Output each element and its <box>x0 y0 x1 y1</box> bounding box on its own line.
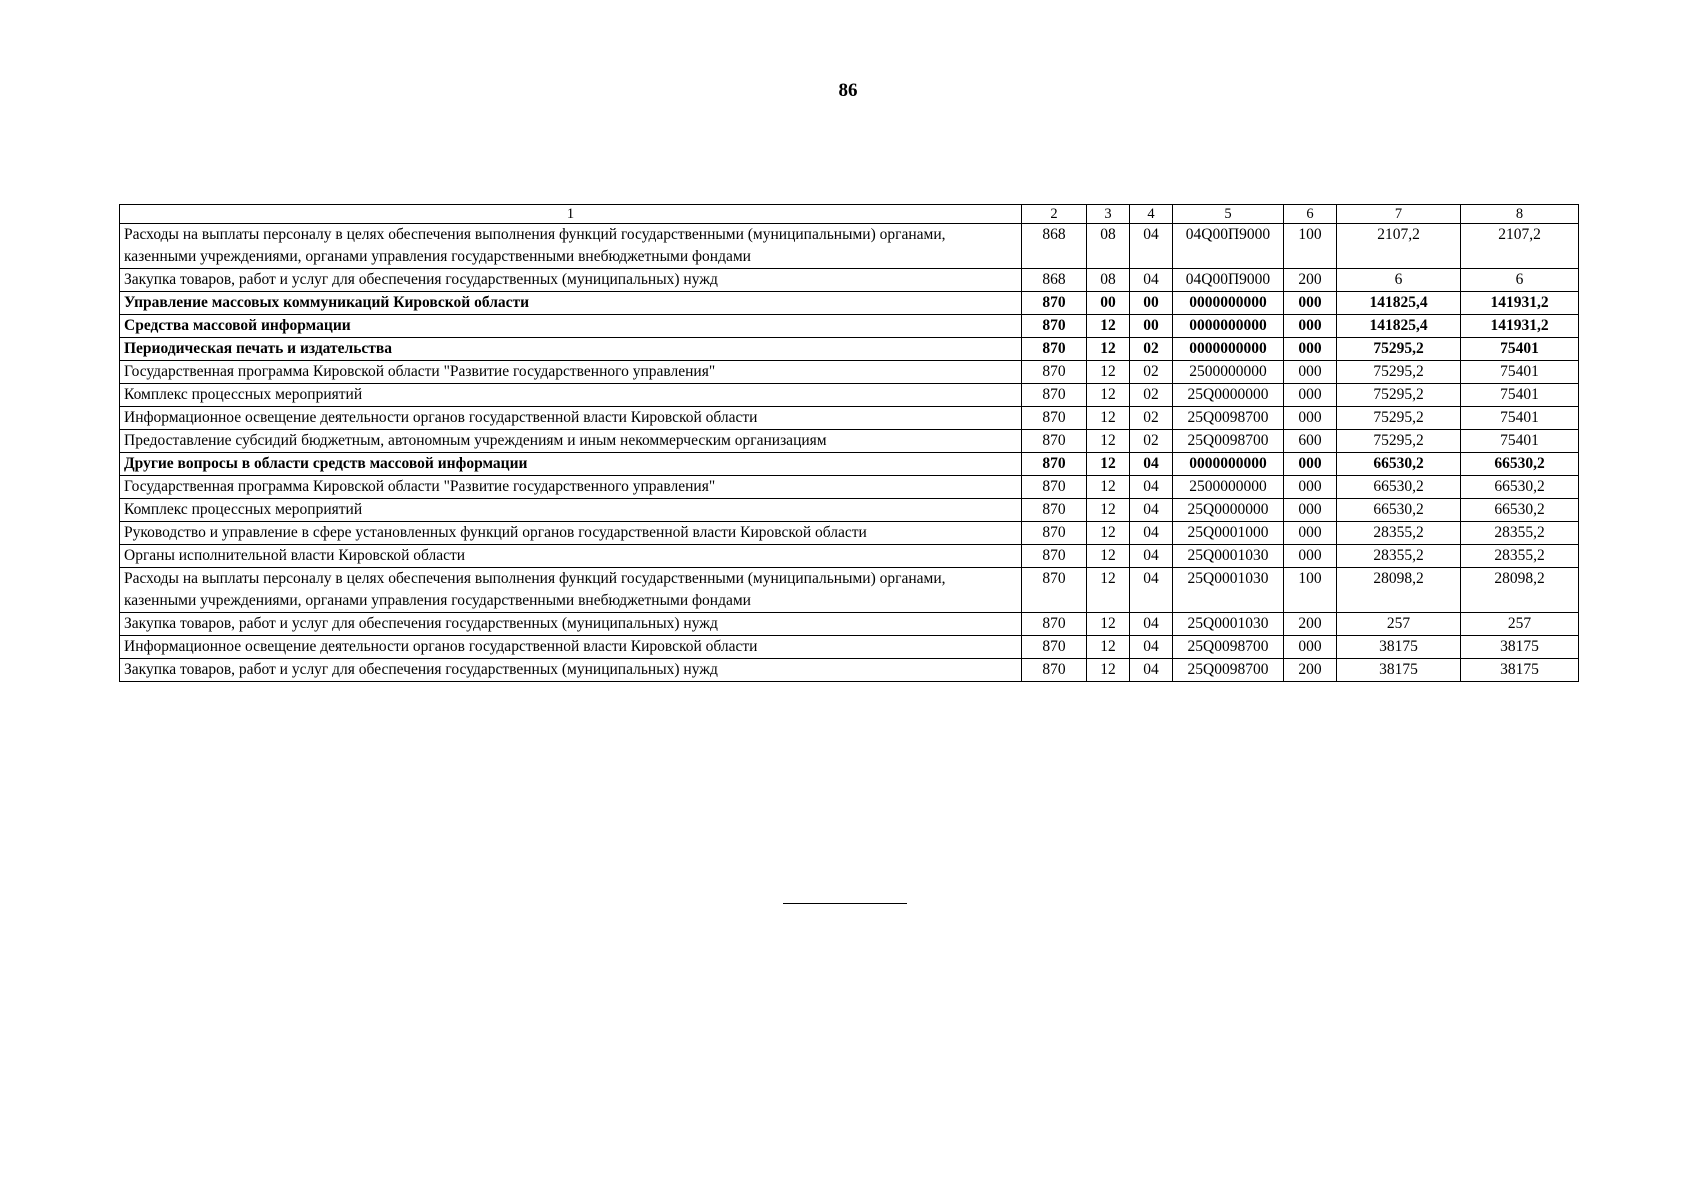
table-row <box>120 499 1579 522</box>
row-code-5: 25Q0098700 <box>1173 636 1284 659</box>
row-code-6: 600 <box>1284 430 1337 453</box>
row-value-8: 75401 <box>1461 407 1579 430</box>
header-col-5: 5 <box>1173 205 1284 224</box>
row-name: Комплекс процессных мероприятий <box>120 499 1022 522</box>
table-row <box>120 522 1579 545</box>
row-code-5: 0000000000 <box>1173 453 1284 476</box>
row-code-3: 12 <box>1087 568 1130 613</box>
row-code-2: 868 <box>1022 224 1087 269</box>
row-code-2: 870 <box>1022 636 1087 659</box>
row-code-4: 04 <box>1130 522 1173 545</box>
row-value-8: 38175 <box>1461 636 1579 659</box>
row-code-2: 870 <box>1022 568 1087 613</box>
row-code-6: 200 <box>1284 613 1337 636</box>
row-code-5: 25Q0001000 <box>1173 522 1284 545</box>
row-code-5: 25Q0000000 <box>1173 499 1284 522</box>
row-code-4: 04 <box>1130 613 1173 636</box>
row-code-5: 0000000000 <box>1173 292 1284 315</box>
row-code-3: 12 <box>1087 338 1130 361</box>
row-name: Органы исполнительной власти Кировской области <box>120 545 1022 568</box>
row-code-3: 12 <box>1087 522 1130 545</box>
row-code-3: 12 <box>1087 545 1130 568</box>
row-value-7: 75295,2 <box>1337 384 1461 407</box>
row-code-3: 12 <box>1087 476 1130 499</box>
header-col-3: 3 <box>1087 205 1130 224</box>
row-code-2: 870 <box>1022 476 1087 499</box>
row-code-3: 12 <box>1087 430 1130 453</box>
table-row <box>120 384 1579 407</box>
row-code-6: 000 <box>1284 315 1337 338</box>
row-code-2: 870 <box>1022 407 1087 430</box>
row-code-4: 02 <box>1130 338 1173 361</box>
row-code-6: 000 <box>1284 476 1337 499</box>
row-name: Информационное освещение деятельности органов государственной власти Кировской области <box>120 407 1022 430</box>
row-code-5: 25Q0098700 <box>1173 430 1284 453</box>
row-code-3: 00 <box>1087 292 1130 315</box>
row-code-5: 25Q0098700 <box>1173 407 1284 430</box>
header-row <box>120 205 1579 224</box>
table-row <box>120 407 1579 430</box>
row-code-6: 000 <box>1284 361 1337 384</box>
header-col-6: 6 <box>1284 205 1337 224</box>
row-code-2: 870 <box>1022 659 1087 682</box>
row-code-2: 870 <box>1022 338 1087 361</box>
table-row <box>120 338 1579 361</box>
row-code-3: 12 <box>1087 453 1130 476</box>
row-value-8: 141931,2 <box>1461 315 1579 338</box>
row-code-6: 100 <box>1284 568 1337 613</box>
row-value-8: 75401 <box>1461 430 1579 453</box>
row-code-6: 200 <box>1284 659 1337 682</box>
row-name: Средства массовой информации <box>120 315 1022 338</box>
row-value-8: 75401 <box>1461 384 1579 407</box>
row-name: Закупка товаров, работ и услуг для обеспечения государственных (муниципальных) нужд <box>120 613 1022 636</box>
row-value-7: 28355,2 <box>1337 522 1461 545</box>
row-code-4: 04 <box>1130 568 1173 613</box>
table-row <box>120 636 1579 659</box>
row-value-7: 75295,2 <box>1337 430 1461 453</box>
row-code-5: 0000000000 <box>1173 315 1284 338</box>
row-code-5: 25Q0098700 <box>1173 659 1284 682</box>
row-value-7: 66530,2 <box>1337 499 1461 522</box>
row-code-4: 04 <box>1130 224 1173 269</box>
row-code-4: 04 <box>1130 636 1173 659</box>
row-code-4: 04 <box>1130 453 1173 476</box>
row-code-6: 000 <box>1284 636 1337 659</box>
table-row <box>120 545 1579 568</box>
row-value-7: 66530,2 <box>1337 453 1461 476</box>
row-name: Закупка товаров, работ и услуг для обеспечения государственных (муниципальных) нужд <box>120 659 1022 682</box>
row-code-3: 12 <box>1087 315 1130 338</box>
row-code-5: 04Q00П9000 <box>1173 224 1284 269</box>
row-code-3: 08 <box>1087 269 1130 292</box>
row-code-6: 000 <box>1284 384 1337 407</box>
row-code-5: 25Q0001030 <box>1173 613 1284 636</box>
row-code-6: 000 <box>1284 453 1337 476</box>
table-body <box>120 224 1579 682</box>
row-value-7: 141825,4 <box>1337 315 1461 338</box>
header-col-2: 2 <box>1022 205 1087 224</box>
row-code-2: 870 <box>1022 430 1087 453</box>
row-name: Закупка товаров, работ и услуг для обеспечения государственных (муниципальных) нужд <box>120 269 1022 292</box>
row-code-2: 870 <box>1022 453 1087 476</box>
row-value-8: 28355,2 <box>1461 545 1579 568</box>
row-name: Расходы на выплаты персоналу в целях обеспечения выполнения функций государственными (муниципальными) органами, казенными учреждениями, органами управления государственными внебюджетными фондами <box>120 224 1022 269</box>
header-col-1: 1 <box>120 205 1022 224</box>
row-value-7: 75295,2 <box>1337 361 1461 384</box>
row-code-2: 870 <box>1022 315 1087 338</box>
row-value-8: 141931,2 <box>1461 292 1579 315</box>
table-row <box>120 315 1579 338</box>
table-row <box>120 476 1579 499</box>
row-code-3: 12 <box>1087 613 1130 636</box>
row-code-6: 000 <box>1284 338 1337 361</box>
row-code-6: 000 <box>1284 545 1337 568</box>
row-code-4: 04 <box>1130 476 1173 499</box>
row-value-7: 38175 <box>1337 659 1461 682</box>
row-name: Другие вопросы в области средств массовой информации <box>120 453 1022 476</box>
row-value-7: 6 <box>1337 269 1461 292</box>
row-code-5: 25Q0001030 <box>1173 568 1284 613</box>
table-row <box>120 292 1579 315</box>
row-name: Периодическая печать и издательства <box>120 338 1022 361</box>
table-row <box>120 453 1579 476</box>
row-value-7: 2107,2 <box>1337 224 1461 269</box>
row-code-6: 000 <box>1284 499 1337 522</box>
table-row <box>120 361 1579 384</box>
row-code-2: 870 <box>1022 613 1087 636</box>
row-code-4: 02 <box>1130 361 1173 384</box>
row-code-5: 25Q0000000 <box>1173 384 1284 407</box>
row-code-3: 12 <box>1087 384 1130 407</box>
budget-table <box>119 204 1579 682</box>
row-value-7: 141825,4 <box>1337 292 1461 315</box>
row-name: Государственная программа Кировской области "Развитие государственного управления" <box>120 361 1022 384</box>
row-value-7: 75295,2 <box>1337 407 1461 430</box>
row-code-3: 12 <box>1087 636 1130 659</box>
row-name: Информационное освещение деятельности органов государственной власти Кировской области <box>120 636 1022 659</box>
row-value-8: 38175 <box>1461 659 1579 682</box>
row-code-4: 04 <box>1130 659 1173 682</box>
row-name: Расходы на выплаты персоналу в целях обеспечения выполнения функций государственными (муниципальными) органами, казенными учреждениями, органами управления государственными внебюджетными фондами <box>120 568 1022 613</box>
row-code-5: 04Q00П9000 <box>1173 269 1284 292</box>
row-code-4: 04 <box>1130 499 1173 522</box>
row-code-2: 868 <box>1022 269 1087 292</box>
row-code-3: 12 <box>1087 407 1130 430</box>
row-value-8: 75401 <box>1461 361 1579 384</box>
row-name: Управление массовых коммуникаций Кировской области <box>120 292 1022 315</box>
row-value-7: 28355,2 <box>1337 545 1461 568</box>
row-code-2: 870 <box>1022 292 1087 315</box>
row-code-5: 2500000000 <box>1173 476 1284 499</box>
row-value-8: 6 <box>1461 269 1579 292</box>
row-value-7: 28098,2 <box>1337 568 1461 613</box>
row-code-4: 04 <box>1130 269 1173 292</box>
table-row <box>120 568 1579 613</box>
row-code-2: 870 <box>1022 361 1087 384</box>
row-code-5: 2500000000 <box>1173 361 1284 384</box>
row-value-8: 66530,2 <box>1461 499 1579 522</box>
row-code-2: 870 <box>1022 545 1087 568</box>
row-name: Комплекс процессных мероприятий <box>120 384 1022 407</box>
row-value-7: 38175 <box>1337 636 1461 659</box>
row-value-7: 257 <box>1337 613 1461 636</box>
header-col-8: 8 <box>1461 205 1579 224</box>
table-row <box>120 613 1579 636</box>
row-code-3: 12 <box>1087 361 1130 384</box>
row-code-5: 25Q0001030 <box>1173 545 1284 568</box>
row-code-3: 08 <box>1087 224 1130 269</box>
row-code-6: 000 <box>1284 522 1337 545</box>
row-name: Предоставление субсидий бюджетным, автономным учреждениям и иным некоммерческим организациям <box>120 430 1022 453</box>
header-col-4: 4 <box>1130 205 1173 224</box>
row-code-2: 870 <box>1022 522 1087 545</box>
row-code-6: 200 <box>1284 269 1337 292</box>
row-value-8: 66530,2 <box>1461 453 1579 476</box>
row-code-6: 100 <box>1284 224 1337 269</box>
table-row <box>120 430 1579 453</box>
row-code-4: 00 <box>1130 315 1173 338</box>
page-number: 86 <box>838 80 858 101</box>
row-code-3: 12 <box>1087 659 1130 682</box>
row-code-4: 02 <box>1130 430 1173 453</box>
row-name: Руководство и управление в сфере установленных функций органов государственной власти Кировской области <box>120 522 1022 545</box>
row-value-8: 75401 <box>1461 338 1579 361</box>
closing-rule <box>783 903 907 904</box>
row-value-8: 257 <box>1461 613 1579 636</box>
row-value-7: 75295,2 <box>1337 338 1461 361</box>
header-col-7: 7 <box>1337 205 1461 224</box>
row-code-4: 04 <box>1130 545 1173 568</box>
row-code-4: 00 <box>1130 292 1173 315</box>
row-code-6: 000 <box>1284 292 1337 315</box>
row-value-7: 66530,2 <box>1337 476 1461 499</box>
row-value-8: 66530,2 <box>1461 476 1579 499</box>
row-code-6: 000 <box>1284 407 1337 430</box>
row-code-5: 0000000000 <box>1173 338 1284 361</box>
row-code-3: 12 <box>1087 499 1130 522</box>
row-code-4: 02 <box>1130 384 1173 407</box>
table-row <box>120 224 1579 269</box>
row-value-8: 28355,2 <box>1461 522 1579 545</box>
table-row <box>120 659 1579 682</box>
row-value-8: 28098,2 <box>1461 568 1579 613</box>
row-code-2: 870 <box>1022 384 1087 407</box>
row-code-2: 870 <box>1022 499 1087 522</box>
row-name: Государственная программа Кировской области "Развитие государственного управления" <box>120 476 1022 499</box>
row-value-8: 2107,2 <box>1461 224 1579 269</box>
table-row <box>120 269 1579 292</box>
row-code-4: 02 <box>1130 407 1173 430</box>
